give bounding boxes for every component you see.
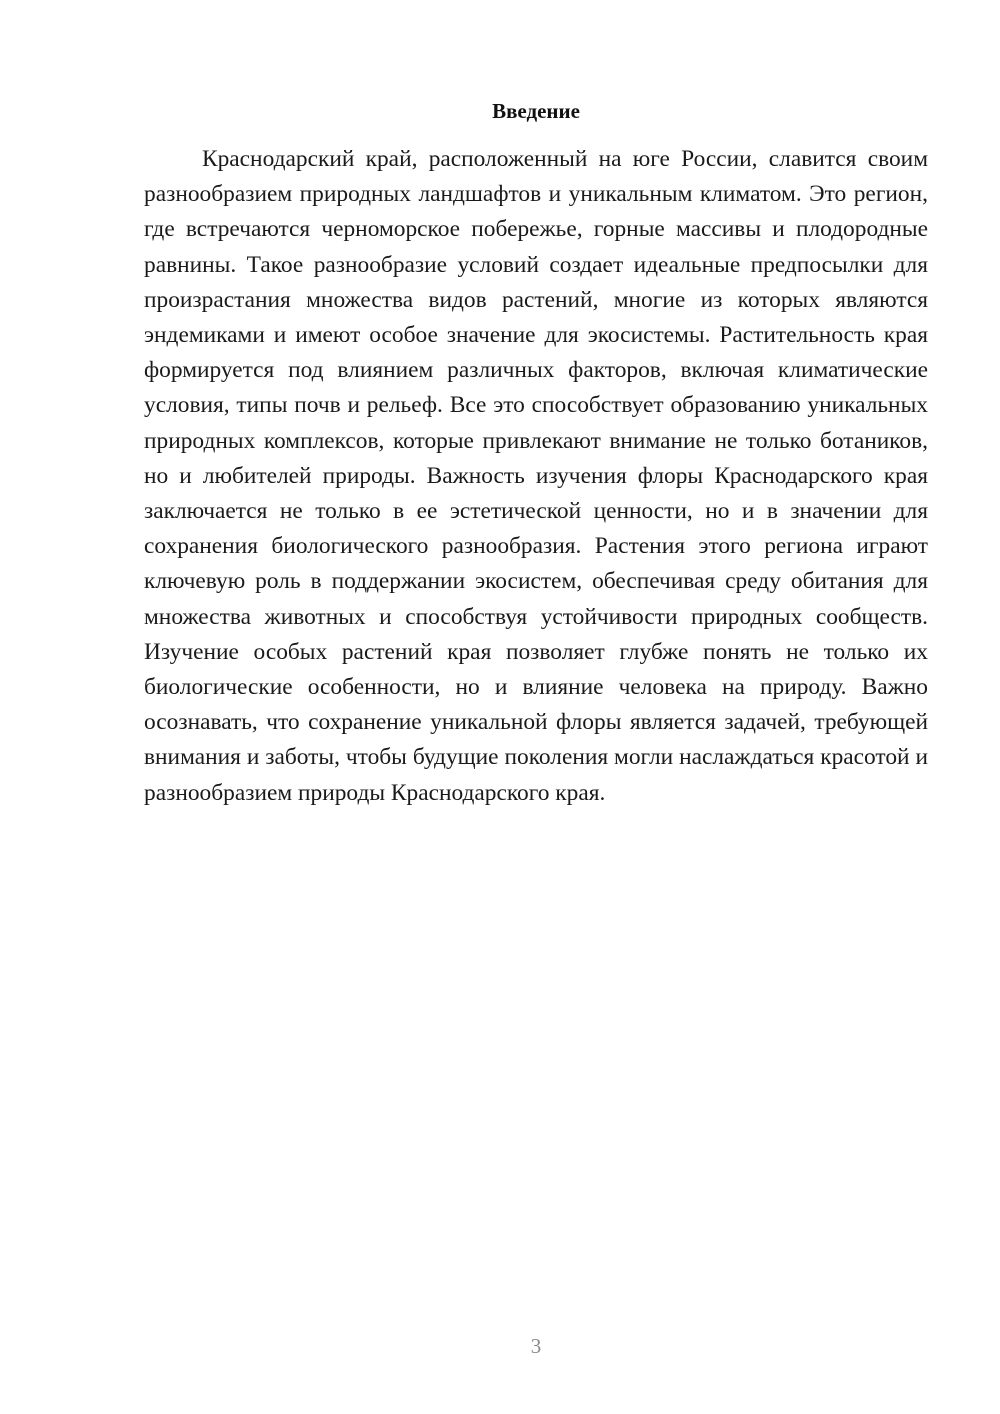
page-number: 3 bbox=[530, 1334, 542, 1358]
section-heading: Введение bbox=[492, 99, 580, 123]
body-paragraph: Краснодарский край, расположенный на юге России, славится своим разнообразием природных ландшафтов и уникальным климатом. Это регион, где встречаются черноморское побережье, горные массивы и плодородные равнины. Такое разнообразие условий создает идеальные предпосылки для произрастания множества видов растений, многие из которых являются эндемиками и имеют особое значение для экосистемы. Растительность края формируется под влиянием различных факторов, включая климатические условия, типы почв и рельеф. Все это способствует образованию уникальных природных комплексов, которые привлекают внимание не только ботаников, но и любителей природы. Важность изучения флоры Краснодарского края заключается не только в ее эстетической ценности, но и в значении для сохранения биологического разнообразия. Растения этого региона играют ключевую роль в поддержании экосистем, обеспечивая среду обитания для множества животных и способствуя устойчивости природных сообществ. Изучение особых растений края позволяет глубже понять не только их биологические особенности, но и влияние человека на природу. Важно осознавать, что сохранение уникальной флоры является задачей, требующей внимания и заботы, чтобы будущие поколения могли наслаждаться красотой и разнообразием природы Краснодарского края. bbox=[144, 146, 928, 806]
